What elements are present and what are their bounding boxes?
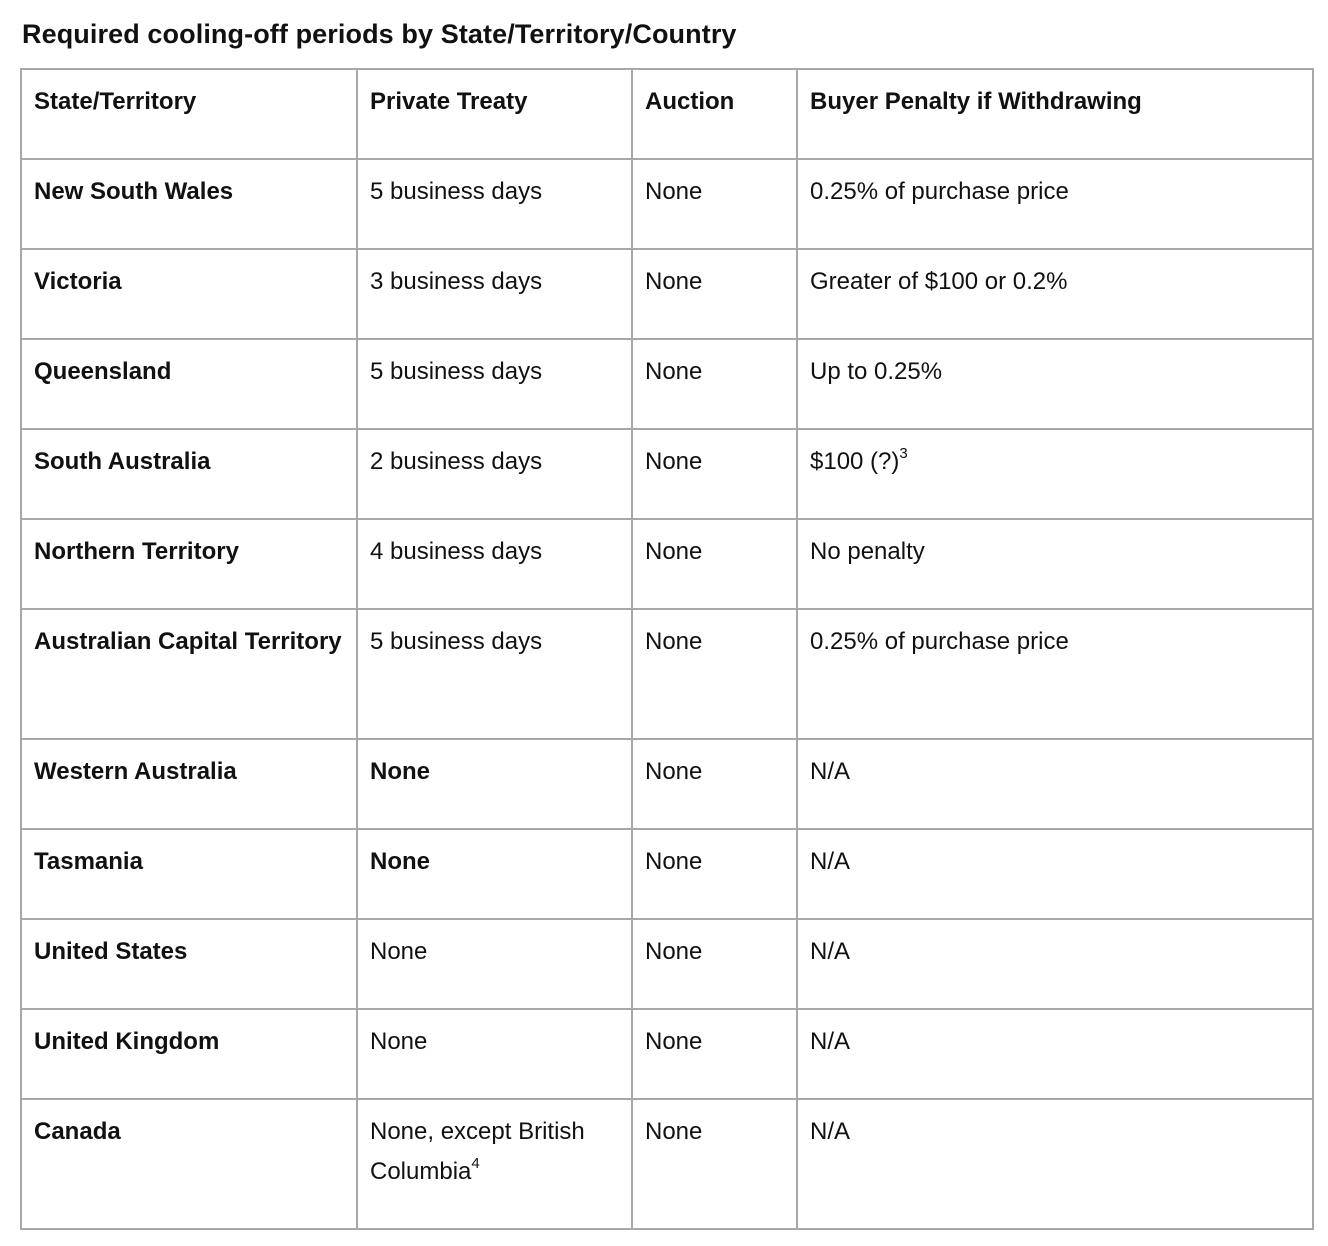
- header-row: [21, 69, 1313, 159]
- cell-state: United States: [21, 919, 357, 1009]
- table-row: [21, 429, 1313, 519]
- penalty-text: $100 (?): [810, 448, 900, 475]
- cell-buyer-penalty: No penalty: [797, 519, 1313, 609]
- cell-buyer-penalty: 0.25% of purchase price: [797, 609, 1313, 739]
- cell-state: New South Wales: [21, 159, 357, 249]
- cell-state: South Australia: [21, 429, 357, 519]
- table-row: [21, 339, 1313, 429]
- cell-auction: None: [632, 1009, 797, 1099]
- cell-private-treaty: None: [357, 739, 632, 829]
- header-buyer-penalty: Buyer Penalty if Withdrawing: [797, 69, 1313, 159]
- footnote-marker: 4: [471, 1155, 480, 1172]
- cell-private-treaty: 3 business days: [357, 249, 632, 339]
- cell-buyer-penalty: [797, 429, 1313, 519]
- cell-private-treaty: [357, 1099, 632, 1229]
- cell-state: Canada: [21, 1099, 357, 1229]
- header-state: State/Territory: [21, 69, 357, 159]
- cell-private-treaty: 5 business days: [357, 339, 632, 429]
- cell-state: Queensland: [21, 339, 357, 429]
- cell-state: Victoria: [21, 249, 357, 339]
- table-row: [21, 249, 1313, 339]
- table-row: [21, 609, 1313, 739]
- cell-private-treaty: None: [357, 829, 632, 919]
- header-private-treaty: Private Treaty: [357, 69, 632, 159]
- cell-buyer-penalty: N/A: [797, 739, 1313, 829]
- cell-buyer-penalty: N/A: [797, 919, 1313, 1009]
- table-row: [21, 159, 1313, 249]
- cell-buyer-penalty: N/A: [797, 1099, 1313, 1229]
- cell-auction: None: [632, 339, 797, 429]
- cell-buyer-penalty: N/A: [797, 829, 1313, 919]
- cell-state: Western Australia: [21, 739, 357, 829]
- table-row: [21, 1009, 1313, 1099]
- cell-private-treaty: 2 business days: [357, 429, 632, 519]
- cell-auction: None: [632, 919, 797, 1009]
- cell-private-treaty: 5 business days: [357, 609, 632, 739]
- cell-private-treaty: None: [357, 1009, 632, 1099]
- cell-auction: None: [632, 159, 797, 249]
- cell-auction: None: [632, 829, 797, 919]
- table-row: [21, 1099, 1313, 1229]
- cell-auction: None: [632, 1099, 797, 1229]
- cell-buyer-penalty: Up to 0.25%: [797, 339, 1313, 429]
- footnote-marker: 3: [899, 445, 908, 462]
- cell-buyer-penalty: N/A: [797, 1009, 1313, 1099]
- header-auction: Auction: [632, 69, 797, 159]
- cell-auction: None: [632, 249, 797, 339]
- cooling-off-table: [20, 68, 1314, 1230]
- cell-auction: None: [632, 429, 797, 519]
- cell-state: Australian Capital Territory: [21, 609, 357, 739]
- cell-auction: None: [632, 519, 797, 609]
- cell-private-treaty: 4 business days: [357, 519, 632, 609]
- table-row: [21, 519, 1313, 609]
- table-row: [21, 829, 1313, 919]
- cell-auction: None: [632, 609, 797, 739]
- table-row: [21, 919, 1313, 1009]
- cell-private-treaty: None: [357, 919, 632, 1009]
- cell-auction: None: [632, 739, 797, 829]
- table-title: Required cooling-off periods by State/Territory/Country: [22, 19, 737, 49]
- cell-state: United Kingdom: [21, 1009, 357, 1099]
- table-row: [21, 739, 1313, 829]
- cell-private-treaty: 5 business days: [357, 159, 632, 249]
- private-treaty-text: None, except British Columbia: [370, 1118, 585, 1185]
- cell-state: Tasmania: [21, 829, 357, 919]
- cell-buyer-penalty: Greater of $100 or 0.2%: [797, 249, 1313, 339]
- cell-state: Northern Territory: [21, 519, 357, 609]
- cell-buyer-penalty: 0.25% of purchase price: [797, 159, 1313, 249]
